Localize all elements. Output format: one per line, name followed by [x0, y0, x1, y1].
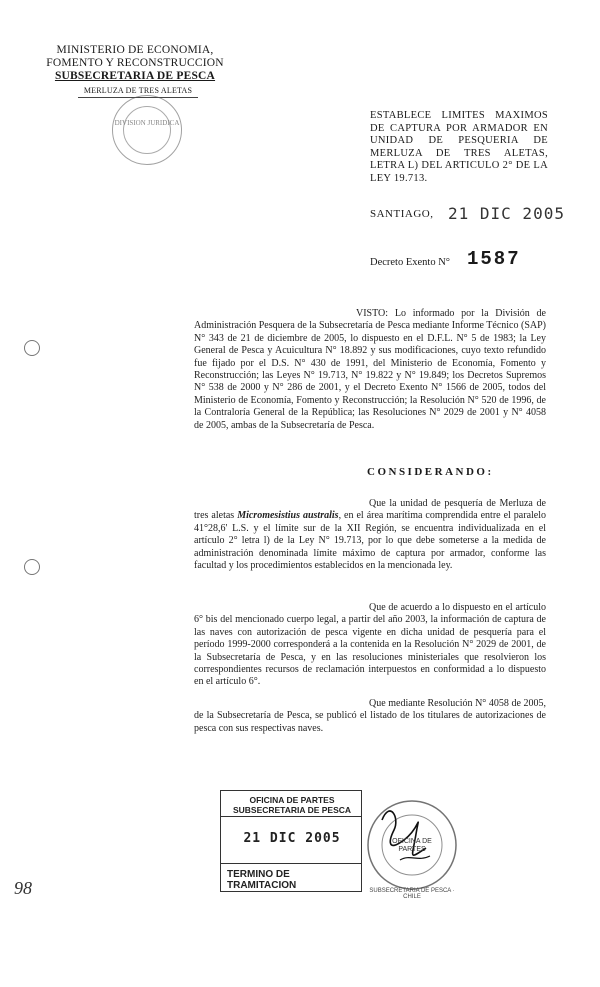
species-name: Micromesistius australis	[237, 510, 339, 522]
considerando-paragraph-2: Que de acuerdo a lo dispuesto en el artículo 6° bis del mencionado cuerpo legal, a partir del año 2003, la información de captura de las naves con autorización de pesca vigente en dicha unidad de pesquería para el período 1999-2000 corresponderá a la contenida en la Resolución N° 2029 de 2001, de la Subsecretaría de Pesca, y en las resoluciones ministeriales que resolvieron los correspondientes recursos de reclamación interpuestos en conformidad a lo dispuesto en el artículo 6°.	[194, 602, 546, 688]
division-seal-inner	[123, 106, 171, 154]
considerando-paragraph-1	[194, 498, 546, 572]
stamp-divider-1	[221, 816, 361, 817]
division-seal	[112, 95, 182, 165]
decree-label: Decreto Exento N°	[370, 257, 451, 268]
decree-title: ESTABLECE LIMITES MAXIMOS DE CAPTURA POR ARMADOR EN UNIDAD DE PESQUERIA DE MERLUZA DE TRES ALETAS, LETRA L) DEL ARTICULO 2° DE LA LEY 19.713.	[370, 110, 548, 184]
date-stamp: 21 DIC 2005	[448, 204, 565, 223]
margin-handwritten-mark: 98	[14, 878, 32, 898]
decree-number: 1587	[467, 248, 521, 270]
stamp-line-2: SUBSECRETARIA DE PESCA	[232, 805, 352, 815]
oficina-partes-stamp	[220, 790, 362, 892]
visto-paragraph: VISTO: Lo informado por la División de Administración Pesquera de la Subsecretaría de Pesca mediante Informe Técnico (SAP) N° 343 de 21 de diciembre de 2005, lo dispuesto en el D.F.L. N° 5 de 1983; la Ley General de Pesca y Acuicultura N° 18.892 y sus modificaciones, cuyo texto refundido fue fijado por el D.S. N° 430 de 1991, del Ministerio de Economía, Fomento y Reconstrucción; las Leyes N° 19.713, N° 19.822 y N° 19.849; los Decretos Supremos N° 538 de 2000 y N° 286 de 2001, y el Decreto Exento N° 1566 de 2005, todos del Ministerio de Economía, Fomento y Reconstrucción; la Resolución N° 520 de 1996, de la Contraloría General de la República; las Resoluciones N° 2029 de 2001 y N° 4058 de 2005, ambas de la Subsecretaría de Pesca.	[194, 308, 546, 431]
considerando-paragraph-3: Que mediante Resolución N° 4058 de 2005, de la Subsecretaría de Pesca, se publicó el listado de los titulares de autorizaciones de pesca con sus respectivas naves.	[194, 698, 546, 734]
round-stamp-center-text: OFICINA DE PARTES	[392, 838, 432, 853]
stamp-date: 21 DIC 2005	[243, 831, 341, 846]
punch-hole-top	[24, 340, 40, 356]
round-stamp-ring-text: SUBSECRETARIA DE PESCA · CHILE	[369, 888, 455, 900]
ministry-header	[40, 44, 230, 98]
header-line-1: MINISTERIO DE ECONOMIA,	[56, 44, 214, 56]
signature-area	[360, 790, 460, 900]
stamp-line-1: OFICINA DE PARTES	[249, 795, 335, 805]
stamp-divider-2	[221, 863, 361, 864]
header-line-3: SUBSECRETARIA DE PESCA	[54, 70, 216, 82]
considerando-1-text-a: Que la unidad de pesquería de Merluza de tres aletas	[194, 498, 546, 522]
place-label: SANTIAGO,	[370, 208, 434, 220]
stamp-footer: TERMINO DE TRAMITACION	[227, 869, 297, 891]
punch-hole-bottom	[24, 559, 40, 575]
considerando-1-text-b: , en el área marítima comprendida entre el paralelo 41°28,6' L.S. y el límite sur de la XII Región, se encuentra individualizada en el artículo 2° letra l) de la Ley N° 19.713, por lo que debe someterse a la medida de administración denominada límite máximo de captura por armador, conforme las facultad y los procedimientos establecidos en la mencionada ley.	[194, 510, 547, 572]
header-line-4: MERLUZA DE TRES ALETAS	[78, 84, 198, 98]
header-line-2: FOMENTO Y RECONSTRUCCION	[46, 57, 224, 69]
considerando-heading: CONSIDERANDO:	[367, 466, 494, 478]
division-seal-text: DIVISION JURIDICA	[114, 119, 180, 127]
